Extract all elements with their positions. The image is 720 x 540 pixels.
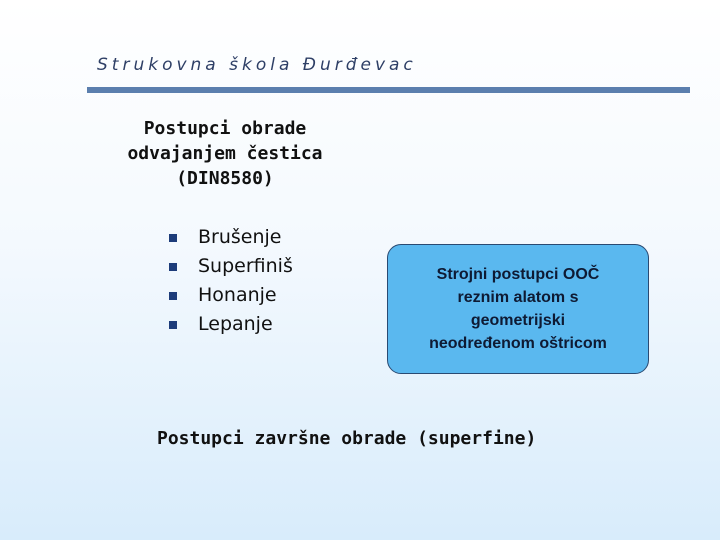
list-item-label: Honanje xyxy=(198,283,277,306)
list-item-label: Superfiniš xyxy=(198,254,293,277)
slide-title-line-3: (DIN8580) xyxy=(176,168,274,189)
bullet-list xyxy=(169,222,293,338)
list-item xyxy=(169,309,293,338)
list-item-label: Lepanje xyxy=(198,312,273,335)
callout-line-1: Strojni postupci OOČ xyxy=(436,266,600,283)
list-item xyxy=(169,280,293,309)
list-item-label: Brušenje xyxy=(198,225,282,248)
slide-title-line-1: Postupci obrade xyxy=(143,118,307,139)
square-bullet-icon xyxy=(169,263,177,271)
callout-text xyxy=(429,263,607,355)
callout-box xyxy=(387,244,649,374)
slide-title-line-2: odvajanjem čestica xyxy=(127,143,323,164)
footer-title: Postupci završne obrade (superfine) xyxy=(157,428,537,449)
square-bullet-icon xyxy=(169,234,177,242)
callout-line-3: geometrijski xyxy=(470,312,566,329)
list-item xyxy=(169,222,293,251)
school-name: Strukovna škola Đurđevac xyxy=(97,55,417,75)
header-divider xyxy=(87,87,690,93)
list-item xyxy=(169,251,293,280)
callout-line-4: neodređenom oštricom xyxy=(429,335,607,352)
slide-title xyxy=(110,116,340,191)
callout-line-2: reznim alatom s xyxy=(457,289,579,306)
square-bullet-icon xyxy=(169,292,177,300)
square-bullet-icon xyxy=(169,321,177,329)
